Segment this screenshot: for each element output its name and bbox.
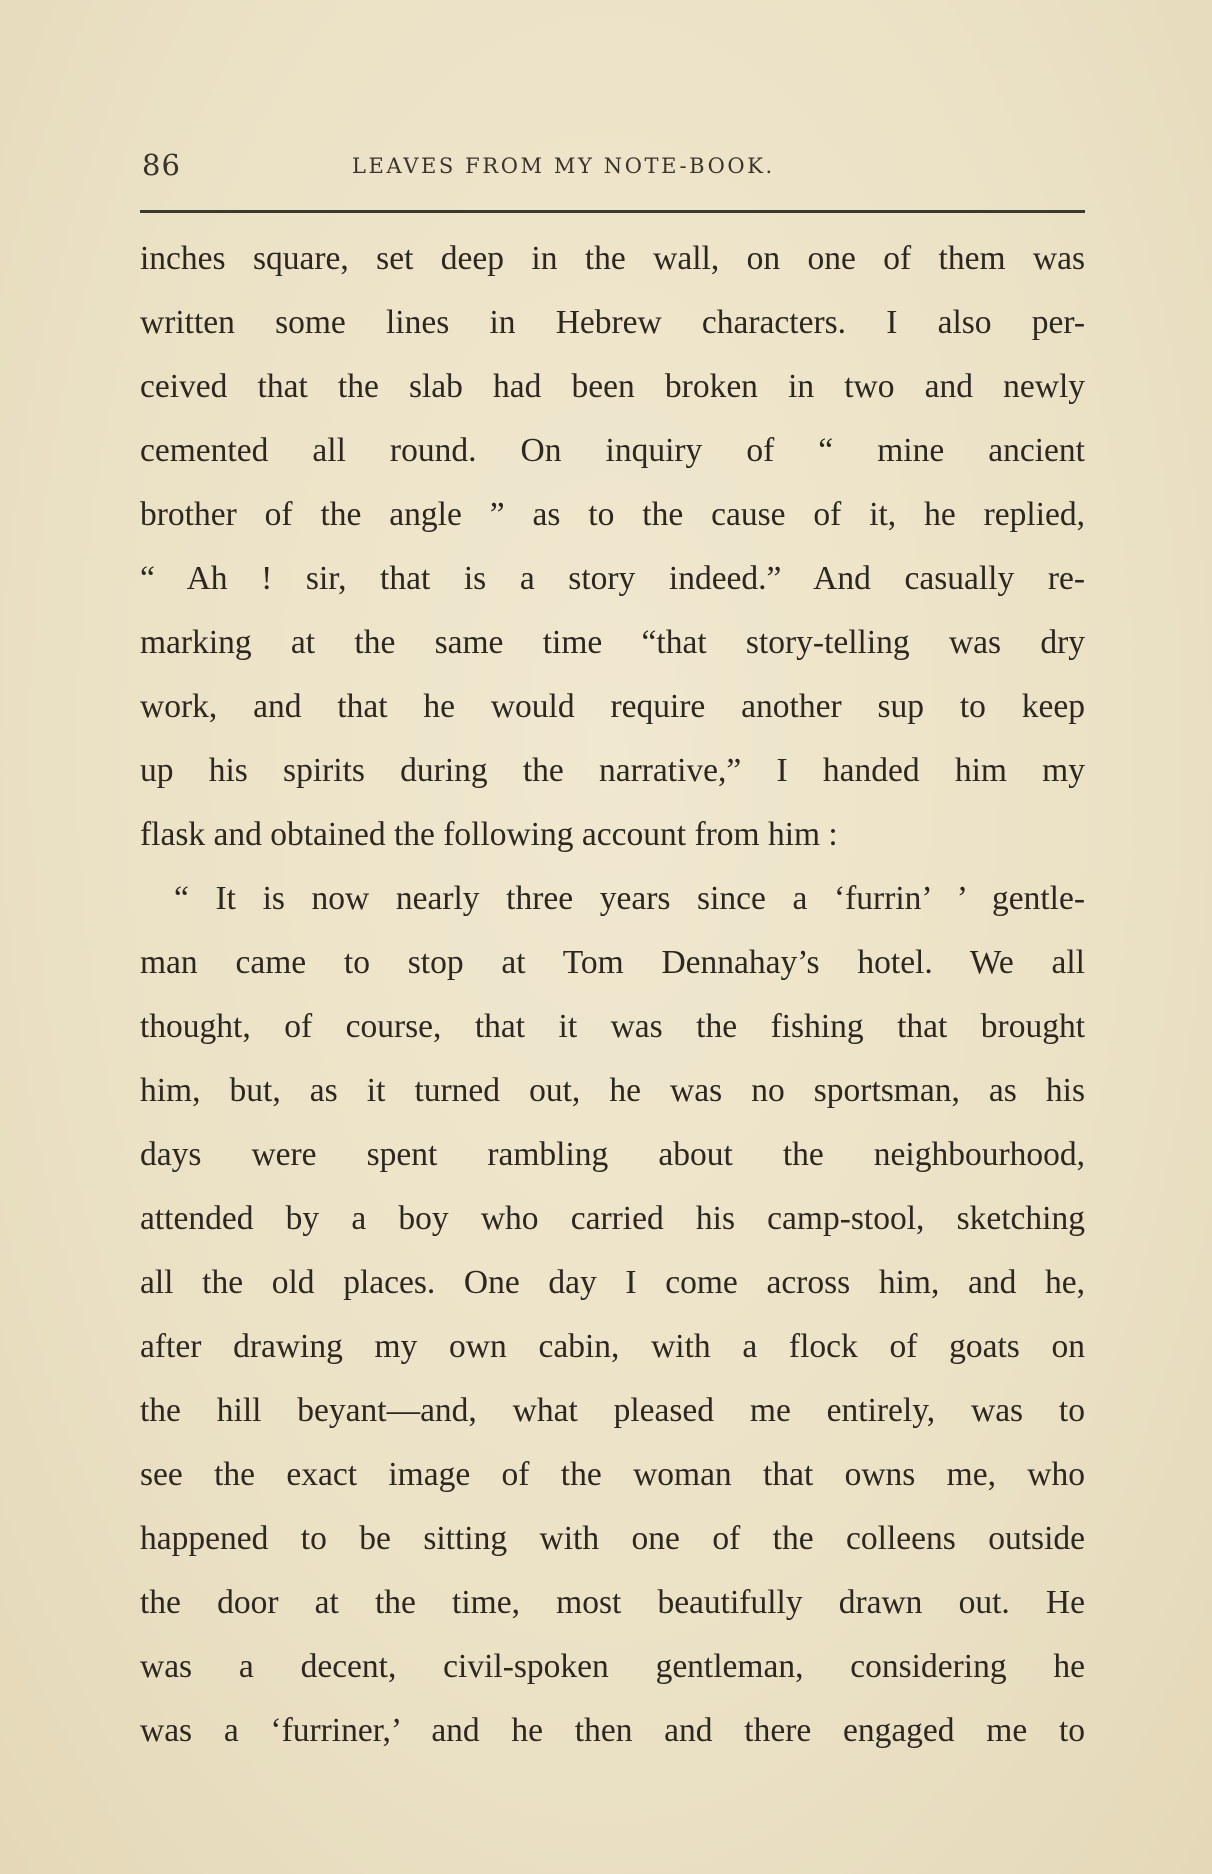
page-number: 86 (142, 148, 181, 182)
text-line: all the old places. One day I come across him, and he, (140, 1264, 1085, 1301)
text-line: was a decent, civil-spoken gentleman, considering he (140, 1648, 1085, 1685)
text-line: see the exact image of the woman that owns me, who (140, 1456, 1085, 1493)
text-line: inches square, set deep in the wall, on one of them was (140, 240, 1085, 277)
running-head: LEAVES FROM MY NOTE-BOOK. (352, 154, 775, 178)
text-line: was a ‘furriner,’ and he then and there engaged me to (140, 1712, 1085, 1749)
text-line: happened to be sitting with one of the colleens outside (140, 1520, 1085, 1557)
text-line: man came to stop at Tom Dennahay’s hotel. We all (140, 944, 1085, 981)
text-line: days were spent rambling about the neighbourhood, (140, 1136, 1085, 1173)
text-line: after drawing my own cabin, with a flock of goats on (140, 1328, 1085, 1365)
text-line: flask and obtained the following account from him : (140, 816, 838, 853)
text-line: ceived that the slab had been broken in two and newly (140, 368, 1085, 405)
text-line: him, but, as it turned out, he was no sportsman, as his (140, 1072, 1085, 1109)
text-line: thought, of course, that it was the fishing that brought (140, 1008, 1085, 1045)
text-line: work, and that he would require another sup to keep (140, 688, 1085, 725)
text-line: the door at the time, most beautifully drawn out. He (140, 1584, 1085, 1621)
text-line: brother of the angle ” as to the cause of it, he replied, (140, 496, 1085, 533)
body-text (140, 233, 1085, 1769)
text-line: up his spirits during the narrative,” I handed him my (140, 752, 1085, 789)
text-line: “ It is now nearly three years since a ‘furrin’ ’ gentle- (174, 880, 1085, 917)
text-line: “ Ah ! sir, that is a story indeed.” And casually re- (140, 560, 1085, 597)
header-rule (140, 210, 1085, 213)
text-line: marking at the same time “that story-telling was dry (140, 624, 1085, 661)
text-line: cemented all round. On inquiry of “ mine ancient (140, 432, 1085, 469)
text-line: attended by a boy who carried his camp-stool, sketching (140, 1200, 1085, 1237)
text-line: written some lines in Hebrew characters. I also per- (140, 304, 1085, 341)
page-header (140, 148, 1085, 188)
text-line: the hill beyant—and, what pleased me entirely, was to (140, 1392, 1085, 1429)
